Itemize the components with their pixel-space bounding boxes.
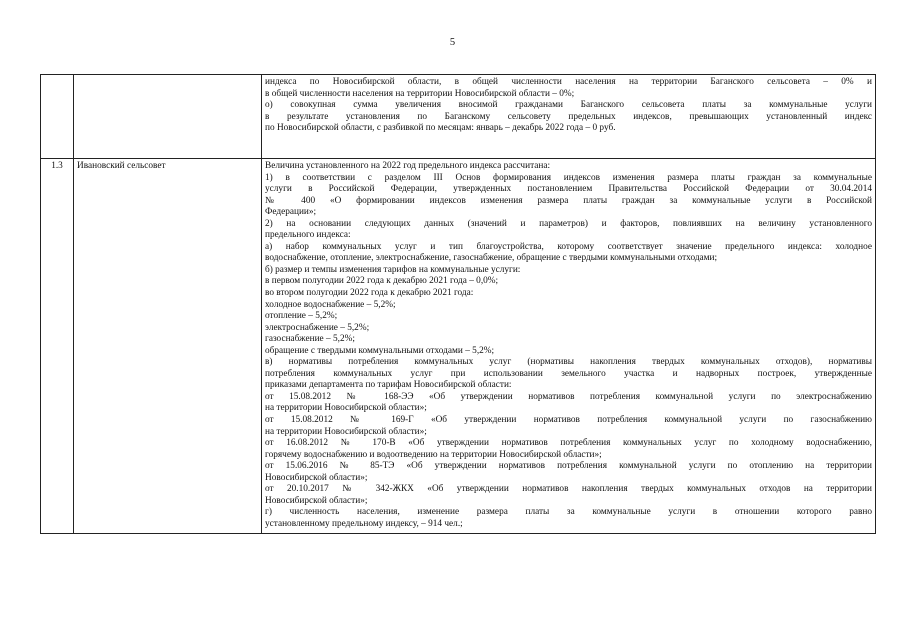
text-line: электроснабжение – 5,2%;: [265, 322, 370, 333]
text-line: б) размер и темпы изменения тарифов на коммунальные услуги:: [265, 264, 521, 275]
text-line: Величина установленного на 2022 год предельного индекса рассчитана:: [265, 161, 551, 171]
text-line: Федерации»;: [265, 207, 317, 218]
text-line: Новосибирской области»;: [265, 472, 368, 483]
text-line: горячему водоснабжению и водоотведению на территории Новосибирской области»;: [265, 449, 602, 460]
description-cell: [262, 159, 876, 534]
text-line: установленному предельному индексу, – 914 чел.;: [265, 518, 463, 529]
text-line: от 15.06.2016 № 85-ТЭ «Об утверждении нормативов потребления коммунальной услуги по отоплению на территории: [265, 461, 872, 472]
text-line: холодное водоснабжение – 5,2%;: [265, 299, 396, 310]
description-cell: [262, 75, 876, 159]
text-line: по Новосибирской области, с разбивкой по месяцам: январь – декабрь 2022 года – 0 руб.: [265, 123, 616, 134]
text-line: обращение с твердыми коммунальными отходами – 5,2%;: [265, 345, 495, 356]
text-line: о) совокупная сумма увеличения вносимой гражданами Баганского сельсовета платы за коммунальные услуги: [265, 100, 872, 111]
text-line: 1) в соответствии с разделом III Основ формирования индексов изменения размера платы граждан за коммунальные: [265, 172, 872, 183]
text-line: водоснабжение, отопление, электроснабжение, газоснабжение, обращение с твердыми коммунальными отходами;: [265, 253, 718, 264]
text-line: приказами департамента по тарифам Новосибирской области:: [265, 380, 512, 391]
text-line: в) нормативы потребления коммунальных услуг (нормативы накопления твердых коммунальных отходов), нормативы: [265, 357, 872, 368]
table-row: [41, 75, 876, 159]
text-line: индекса по Новосибирской области, в общей численности населения на территории Баганского сельсовета – 0% и: [265, 77, 872, 87]
document-table: [40, 74, 876, 534]
text-line: во втором полугодии 2022 года к декабрю 2021 года:: [265, 288, 474, 299]
text-line: предельного индекса:: [265, 230, 351, 241]
text-line: № 400 «О формировании индексов изменения размера платы граждан за коммунальные услуги в Российской: [265, 195, 872, 206]
text-line: в общей численности населения на территории Новосибирской области – 0%;: [265, 88, 575, 99]
settlement-name-cell: [74, 75, 262, 159]
text-line: от 20.10.2017 № 342-ЖКХ «Об утверждении нормативов накопления твердых коммунальных отходов на территории: [265, 484, 872, 495]
text-line: в результате установления по Баганскому сельсовету предельных индексов, превышающих установленный индекс: [265, 111, 872, 122]
text-line: от 15.08.2012 № 168-ЭЭ «Об утверждении нормативов потребления коммунальной услуги по электроснабжению: [265, 391, 872, 402]
text-line: а) набор коммунальных услуг и тип благоустройства, которому соответствует значение предельного индекса: холодное: [265, 241, 872, 252]
settlement-name-cell: Ивановский сельсовет: [74, 159, 262, 534]
page-number: 5: [449, 37, 456, 48]
text-line: услуги в Российской Федерации, утвержденных постановлением Правительства Российской Федерации от 30.04.2014: [265, 184, 872, 195]
row-number-cell: [41, 75, 74, 159]
text-line: г) численность населения, изменение размера платы за коммунальные услуги в отношении которого равно: [265, 507, 872, 518]
text-line: в первом полугодии 2022 года к декабрю 2021 года – 0,0%;: [265, 276, 499, 287]
text-line: от 16.08.2012 № 170-В «Об утверждении нормативов потребления коммунальных услуг по холодному водоснабжению,: [265, 438, 872, 449]
text-line: 2) на основании следующих данных (значений и параметров) и факторов, повлиявших на величину установленного: [265, 218, 872, 229]
text-line: отопление – 5,2%;: [265, 311, 338, 322]
table-row: [41, 159, 876, 534]
text-line: от 15.08.2012 № 169-Г «Об утверждении нормативов потребления коммунальной услуги по газоснабжению: [265, 415, 872, 426]
text-line: потребления коммунальных услуг при использовании земельного участка и надворных построек, утвержденные: [265, 368, 872, 379]
text-line: на территории Новосибирской области»;: [265, 426, 427, 437]
text-line: на территории Новосибирской области»;: [265, 403, 427, 414]
row-number-cell: 1.3: [41, 159, 74, 534]
text-line: Новосибирской области»;: [265, 495, 368, 506]
text-line: газоснабжение – 5,2%;: [265, 334, 355, 345]
